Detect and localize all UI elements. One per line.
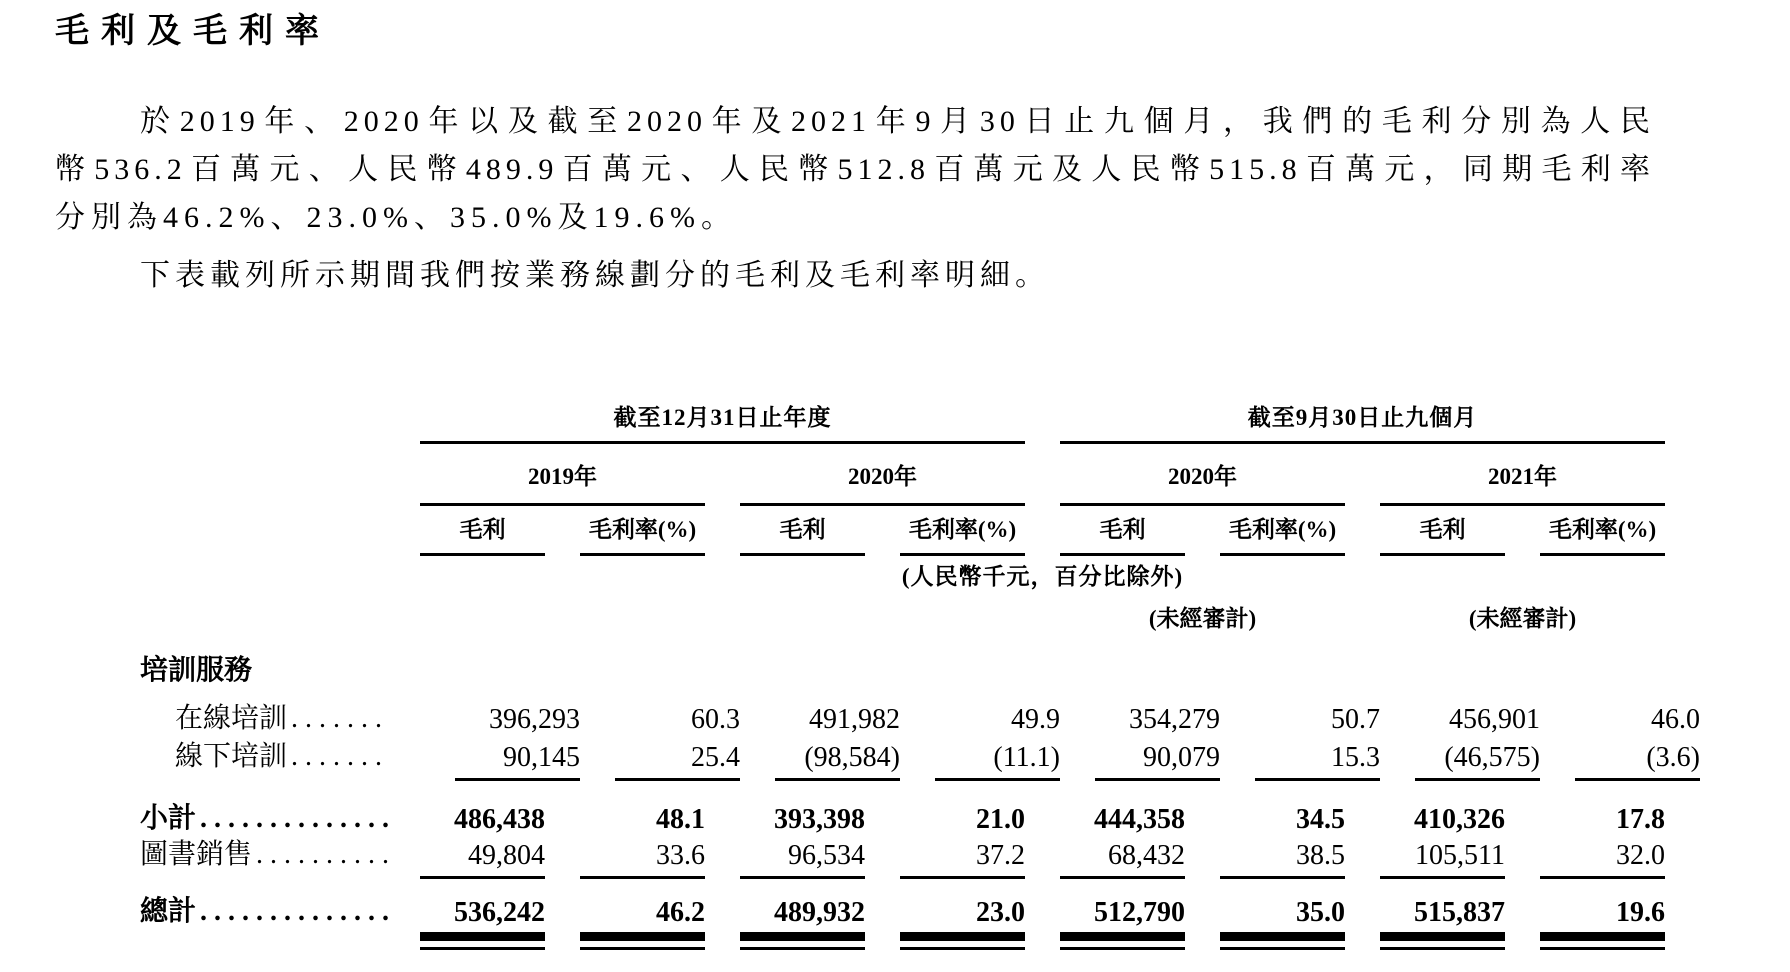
dot-leader: .............. [200,896,397,927]
cell: 48.1 [656,804,705,835]
double-rule [580,932,705,950]
cell: 25.4 [615,742,740,781]
column-header-gross-profit: 毛利 [1380,511,1505,556]
cell: 393,398 [774,804,865,835]
cell: 35.0 [1296,897,1345,928]
cell: 23.0 [976,897,1025,928]
row-label: 小計 .............. [140,803,397,834]
cell: 396,293 [489,704,580,735]
column-header-gross-profit: 毛利 [740,511,865,556]
cell: 536,242 [454,897,545,928]
cell: 49.9 [1011,704,1060,735]
column-header-gross-profit: 毛利 [420,511,545,556]
paragraph-line: 幣536.2百萬元、人民幣489.9百萬元、人民幣512.8百萬元及人民幣515.8百萬元，同期毛利率 [55,153,1655,186]
unaudited-note: (未經審計) [1148,606,1257,631]
column-year-2019: 2019年 [420,458,705,506]
cell: 33.6 [580,840,705,879]
table-row-training-services [140,640,1670,688]
gross-profit-table [140,392,1700,950]
row-label: 培訓服務 [140,655,253,686]
cell: (98,584) [775,742,900,781]
cell: 46.2 [656,897,705,928]
row-label: 在線培訓 ....... [175,703,390,734]
double-rule [740,932,865,950]
column-header-margin: 毛利率(%) [580,511,705,556]
cell: 32.0 [1540,840,1665,879]
row-label: 線下培訓 ....... [175,741,390,772]
cell: 50.7 [1331,704,1380,735]
paragraph-gross-profit [55,98,1655,242]
cell: 456,901 [1449,704,1540,735]
column-group-year-ended: 截至12月31日止年度 [420,399,1025,444]
table-row-book-sales [140,836,1670,879]
cell: 15.3 [1255,742,1380,781]
table-total-double-rule [140,929,1670,950]
column-year-2021-9m: 2021年 [1380,458,1665,506]
dot-leader: ....... [291,703,390,734]
cell: 17.8 [1616,804,1665,835]
dot-leader: .............. [200,803,397,834]
table-row-offline-training [140,736,1700,781]
double-rule [1220,932,1345,950]
cell: 46.0 [1651,704,1700,735]
cell: 34.5 [1296,804,1345,835]
table-header-years [140,444,1670,506]
cell: 37.2 [900,840,1025,879]
cell: 90,145 [455,742,580,781]
cell: 19.6 [1616,897,1665,928]
column-year-2020-9m: 2020年 [1060,458,1345,506]
row-label: 總計 .............. [140,896,397,927]
table-unaudited-row [140,596,1670,640]
cell: 105,511 [1380,840,1505,879]
cell: 90,079 [1095,742,1220,781]
double-rule [420,932,545,950]
double-rule [1540,932,1665,950]
cell: 491,982 [809,704,900,735]
double-rule [1380,932,1505,950]
unit-note: (人民幣千元，百分比除外) [901,564,1184,589]
cell: 410,326 [1414,804,1505,835]
cell: 512,790 [1094,897,1185,928]
dot-leader: .......... [256,839,397,870]
cell: 96,534 [740,840,865,879]
cell: 486,438 [454,804,545,835]
cell: (3.6) [1575,742,1700,781]
cell: 515,837 [1414,897,1505,928]
cell: 444,358 [1094,804,1185,835]
cell: 354,279 [1129,704,1220,735]
table-header-measures [140,506,1670,556]
column-header-margin: 毛利率(%) [1540,511,1665,556]
page-title: 毛利及毛利率 [55,13,331,50]
cell: (46,575) [1415,742,1540,781]
double-rule [1060,932,1185,950]
column-group-nine-months: 截至9月30日止九個月 [1060,399,1665,444]
column-year-2020: 2020年 [740,458,1025,506]
table-header-period-groups [140,392,1670,444]
cell: (11.1) [935,742,1060,781]
cell: 489,932 [774,897,865,928]
cell: 49,804 [420,840,545,879]
table-row-online-training [140,688,1700,736]
paragraph-line: 分別為46.2%、23.0%、35.0%及19.6%。 [55,201,737,234]
row-label: 圖書銷售 .......... [140,839,397,870]
cell: 38.5 [1220,840,1345,879]
paragraph-table-intro: 下表載列所示期間我們按業務線劃分的毛利及毛利率明細。 [140,259,1050,292]
dot-leader: ....... [291,741,390,772]
column-header-margin: 毛利率(%) [900,511,1025,556]
column-header-margin: 毛利率(%) [1220,511,1345,556]
table-row-total [140,879,1670,929]
table-row-subtotal [140,781,1670,836]
column-header-gross-profit: 毛利 [1060,511,1185,556]
paragraph-line: 於2019年、2020年以及截至2020年及2021年9月30日止九個月，我們的毛利分別為人民 [140,105,1655,138]
unaudited-note: (未經審計) [1468,606,1577,631]
cell: 60.3 [691,704,740,735]
cell: 21.0 [976,804,1025,835]
double-rule [900,932,1025,950]
table-unit-note-row [140,556,1670,596]
cell: 68,432 [1060,840,1185,879]
